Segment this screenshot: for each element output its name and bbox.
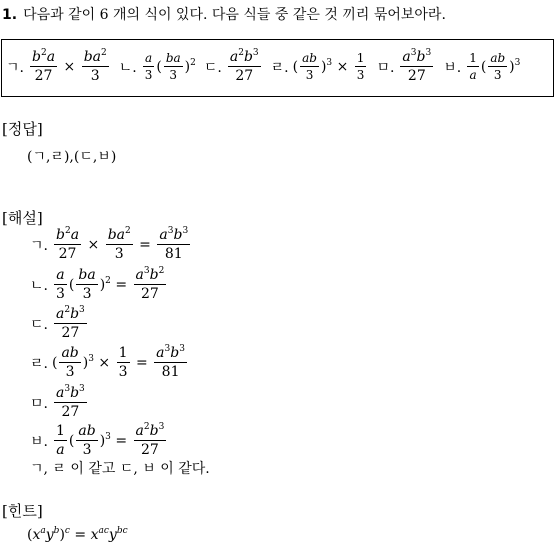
answer-heading: [정답] [2,120,43,138]
solution-line-b: ㅂ. $\frac{1}{a}$ ( $\frac{ab}{3}$ )$^3$ = $\frac{a^2b^3}{27}$ [30,422,165,458]
option-n-frac2: $\frac{ba}{3}$ [165,51,181,82]
solution-line-d: ㄷ. $\frac{a^2b^3}{27}$ [30,305,85,341]
solution-heading: [해설] [2,209,43,227]
option-g-frac1: $\frac{b^2a}{27}$ [31,48,56,84]
option-b-frac1: $\frac{1}{a}$ [469,51,477,82]
options-row: ㄱ. $\frac{b^2a}{27}$ × $\frac{ba^2}{3}$ ㄴ. $\frac{a}{3}$ ( $\frac{ba}{3}$ )$^2$ ㄷ. $\frac{a^2b^3}{27}$ ㄹ. ( $\frac{ab}{3}$ )$^3$ × $\frac{1}{3}$ ㅁ. $\frac{a^3b^3}{27}$ ㅂ. $\frac{1}{a}$ ( $\frac{ab}{3}$ )$^3$ [6,48,521,84]
hint-formula: $(x^ay^b)^c = x^{ac}y^{bc}$ [27,526,128,543]
option-n-frac1: $\frac{a}{3}$ [144,51,153,82]
solution-line-m: ㅁ. $\frac{a^3b^3}{27}$ [30,384,85,420]
option-label-n: ㄴ. [118,59,137,76]
question-number: 1. [2,7,18,23]
option-label-g: ㄱ. [6,59,24,76]
solution-line-n: ㄴ. $\frac{a}{3}$ ( $\frac{ba}{3}$ )$^2$ = $\frac{a^3b^2}{27}$ [30,266,165,302]
option-r-frac1: $\frac{ab}{3}$ [302,51,317,82]
option-label-d: ㄷ. [203,59,222,76]
option-r-frac2: $\frac{1}{3}$ [356,51,365,82]
solution-conclusion: ㄱ, ㄹ 이 같고 ㄷ, ㅂ 이 같다. [30,461,210,477]
option-label-m: ㅁ. [376,59,395,76]
option-label-b: ㅂ. [443,59,462,76]
option-m-frac: $\frac{a^3b^3}{27}$ [402,48,432,84]
answer-text: (ㄱ,ㄹ),(ㄷ,ㅂ) [27,149,117,165]
question [2,4,446,24]
option-g-frac2: $\frac{ba^2}{3}$ [83,48,107,84]
question-text: 다음과 같이 6 개의 식이 있다. 다음 식들 중 같은 것 끼리 묶어보아라. [23,7,446,23]
solution-line-r: ㄹ. ( $\frac{ab}{3}$ )$^3$ × $\frac{1}{3}$ = $\frac{a^3b^3}{81}$ [30,344,185,380]
option-label-r: ㄹ. [270,59,289,76]
option-b-frac2: $\frac{ab}{3}$ [490,51,506,82]
solution-line-g: ㄱ. $\frac{b^2a}{27}$ × $\frac{ba^2}{3}$ = $\frac{a^3b^3}{81}$ [30,226,189,262]
hint-heading: [힌트] [2,502,43,520]
option-d-frac: $\frac{a^2b^3}{27}$ [229,48,259,84]
